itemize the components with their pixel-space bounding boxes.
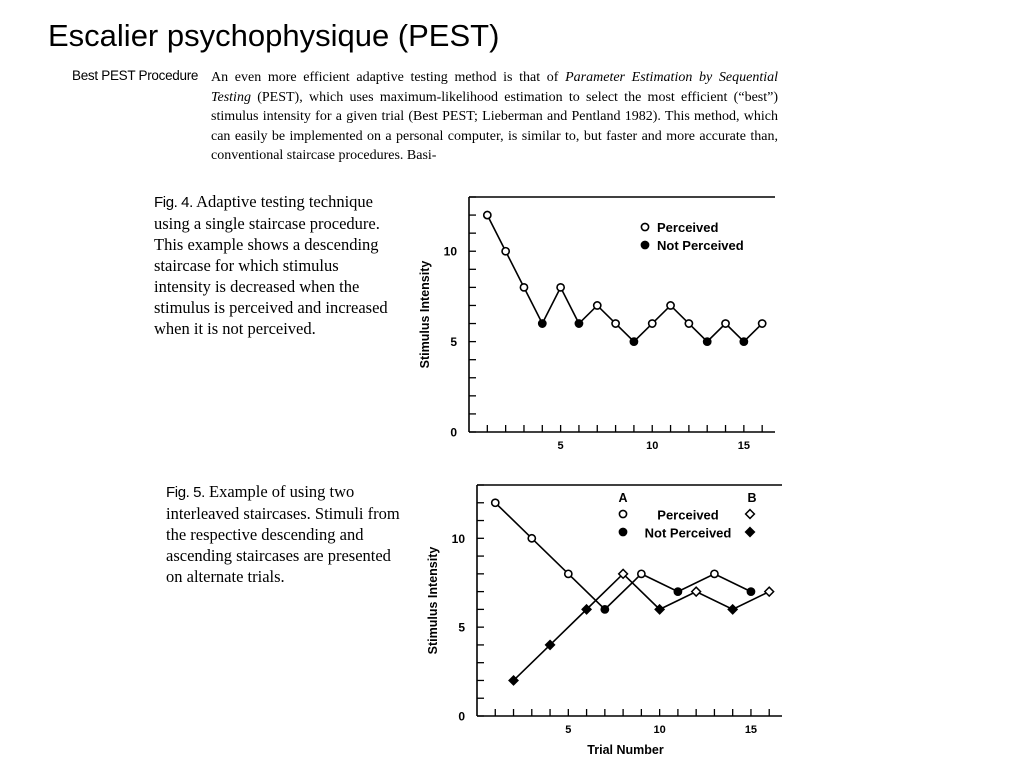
fig5-caption-label: Fig. 5. bbox=[166, 484, 205, 501]
data-point-a bbox=[565, 570, 572, 577]
y-tick-label: 0 bbox=[458, 709, 465, 724]
y-tick-label: 10 bbox=[443, 244, 457, 259]
legend-marker-b bbox=[746, 510, 755, 519]
legend-marker-a bbox=[619, 528, 626, 535]
data-point-b bbox=[692, 587, 701, 596]
x-tick-label: 5 bbox=[565, 724, 572, 736]
excerpt-text-start: An even more efficient adaptive testing method is that of bbox=[211, 70, 566, 85]
x-tick-label: 15 bbox=[744, 724, 758, 736]
data-point-a bbox=[492, 499, 499, 506]
legend-column-a: A bbox=[618, 491, 628, 505]
y-axis-title: Stimulus Intensity bbox=[418, 260, 432, 369]
legend-marker-b bbox=[746, 528, 755, 537]
y-tick-label: 5 bbox=[450, 335, 457, 350]
data-point-b bbox=[765, 587, 774, 596]
fig4-caption-label: Fig. 4. bbox=[154, 194, 193, 211]
data-point-b bbox=[728, 605, 737, 614]
legend-label: Perceived bbox=[657, 220, 719, 235]
fig5-caption-text: Example of using two interleaved staircases. Stimuli from the respective descending and ascending staircases are presented on alternate trials. bbox=[166, 482, 400, 586]
data-point-a bbox=[711, 570, 718, 577]
data-point-a bbox=[674, 588, 681, 595]
x-tick-label: 10 bbox=[646, 440, 659, 452]
slide-title: Escalier psychophysique (PEST) bbox=[48, 18, 500, 53]
data-point-a bbox=[747, 588, 754, 595]
data-point-a bbox=[601, 606, 608, 613]
excerpt-emphasis: Parameter Estimation by Sequential Testing bbox=[211, 70, 778, 105]
x-tick-label: 15 bbox=[737, 440, 750, 452]
x-axis-title: Trial Number bbox=[587, 743, 664, 757]
x-tick-label: 5 bbox=[557, 440, 564, 452]
excerpt-text-end: (PEST), which uses maximum-likelihood estimation to select the most efficient (“best”) stimulus intensity for a given trial (Best PEST; Lieberman and Pentland 1982). This method, which can easily be implemented on a personal computer, is similar to, but faster and more accurate than, conventional staircase procedures. Basi- bbox=[211, 89, 778, 163]
y-tick-label: 0 bbox=[450, 425, 457, 440]
series-line-b bbox=[514, 574, 770, 681]
y-tick-label: 10 bbox=[451, 531, 465, 546]
y-axis-title: Stimulus Intensity bbox=[426, 546, 440, 655]
x-tick-label: 10 bbox=[653, 724, 666, 736]
data-point-a bbox=[528, 535, 535, 542]
fig4-caption-text: Adaptive testing technique using a single staircase procedure. This example shows a descending staircase for which stimulus intensity is decreased when the stimulus is perceived and increased when it is not perceived. bbox=[154, 192, 388, 338]
section-side-label: Best PEST Procedure bbox=[72, 68, 199, 83]
legend-label: Not Perceived bbox=[657, 238, 744, 253]
legend-marker-a bbox=[619, 510, 626, 517]
legend-label: Perceived bbox=[657, 507, 719, 523]
legend-label: Not Perceived bbox=[644, 525, 732, 541]
legend-column-b: B bbox=[747, 491, 757, 505]
data-point-a bbox=[638, 570, 645, 577]
y-tick-label: 5 bbox=[458, 620, 465, 635]
